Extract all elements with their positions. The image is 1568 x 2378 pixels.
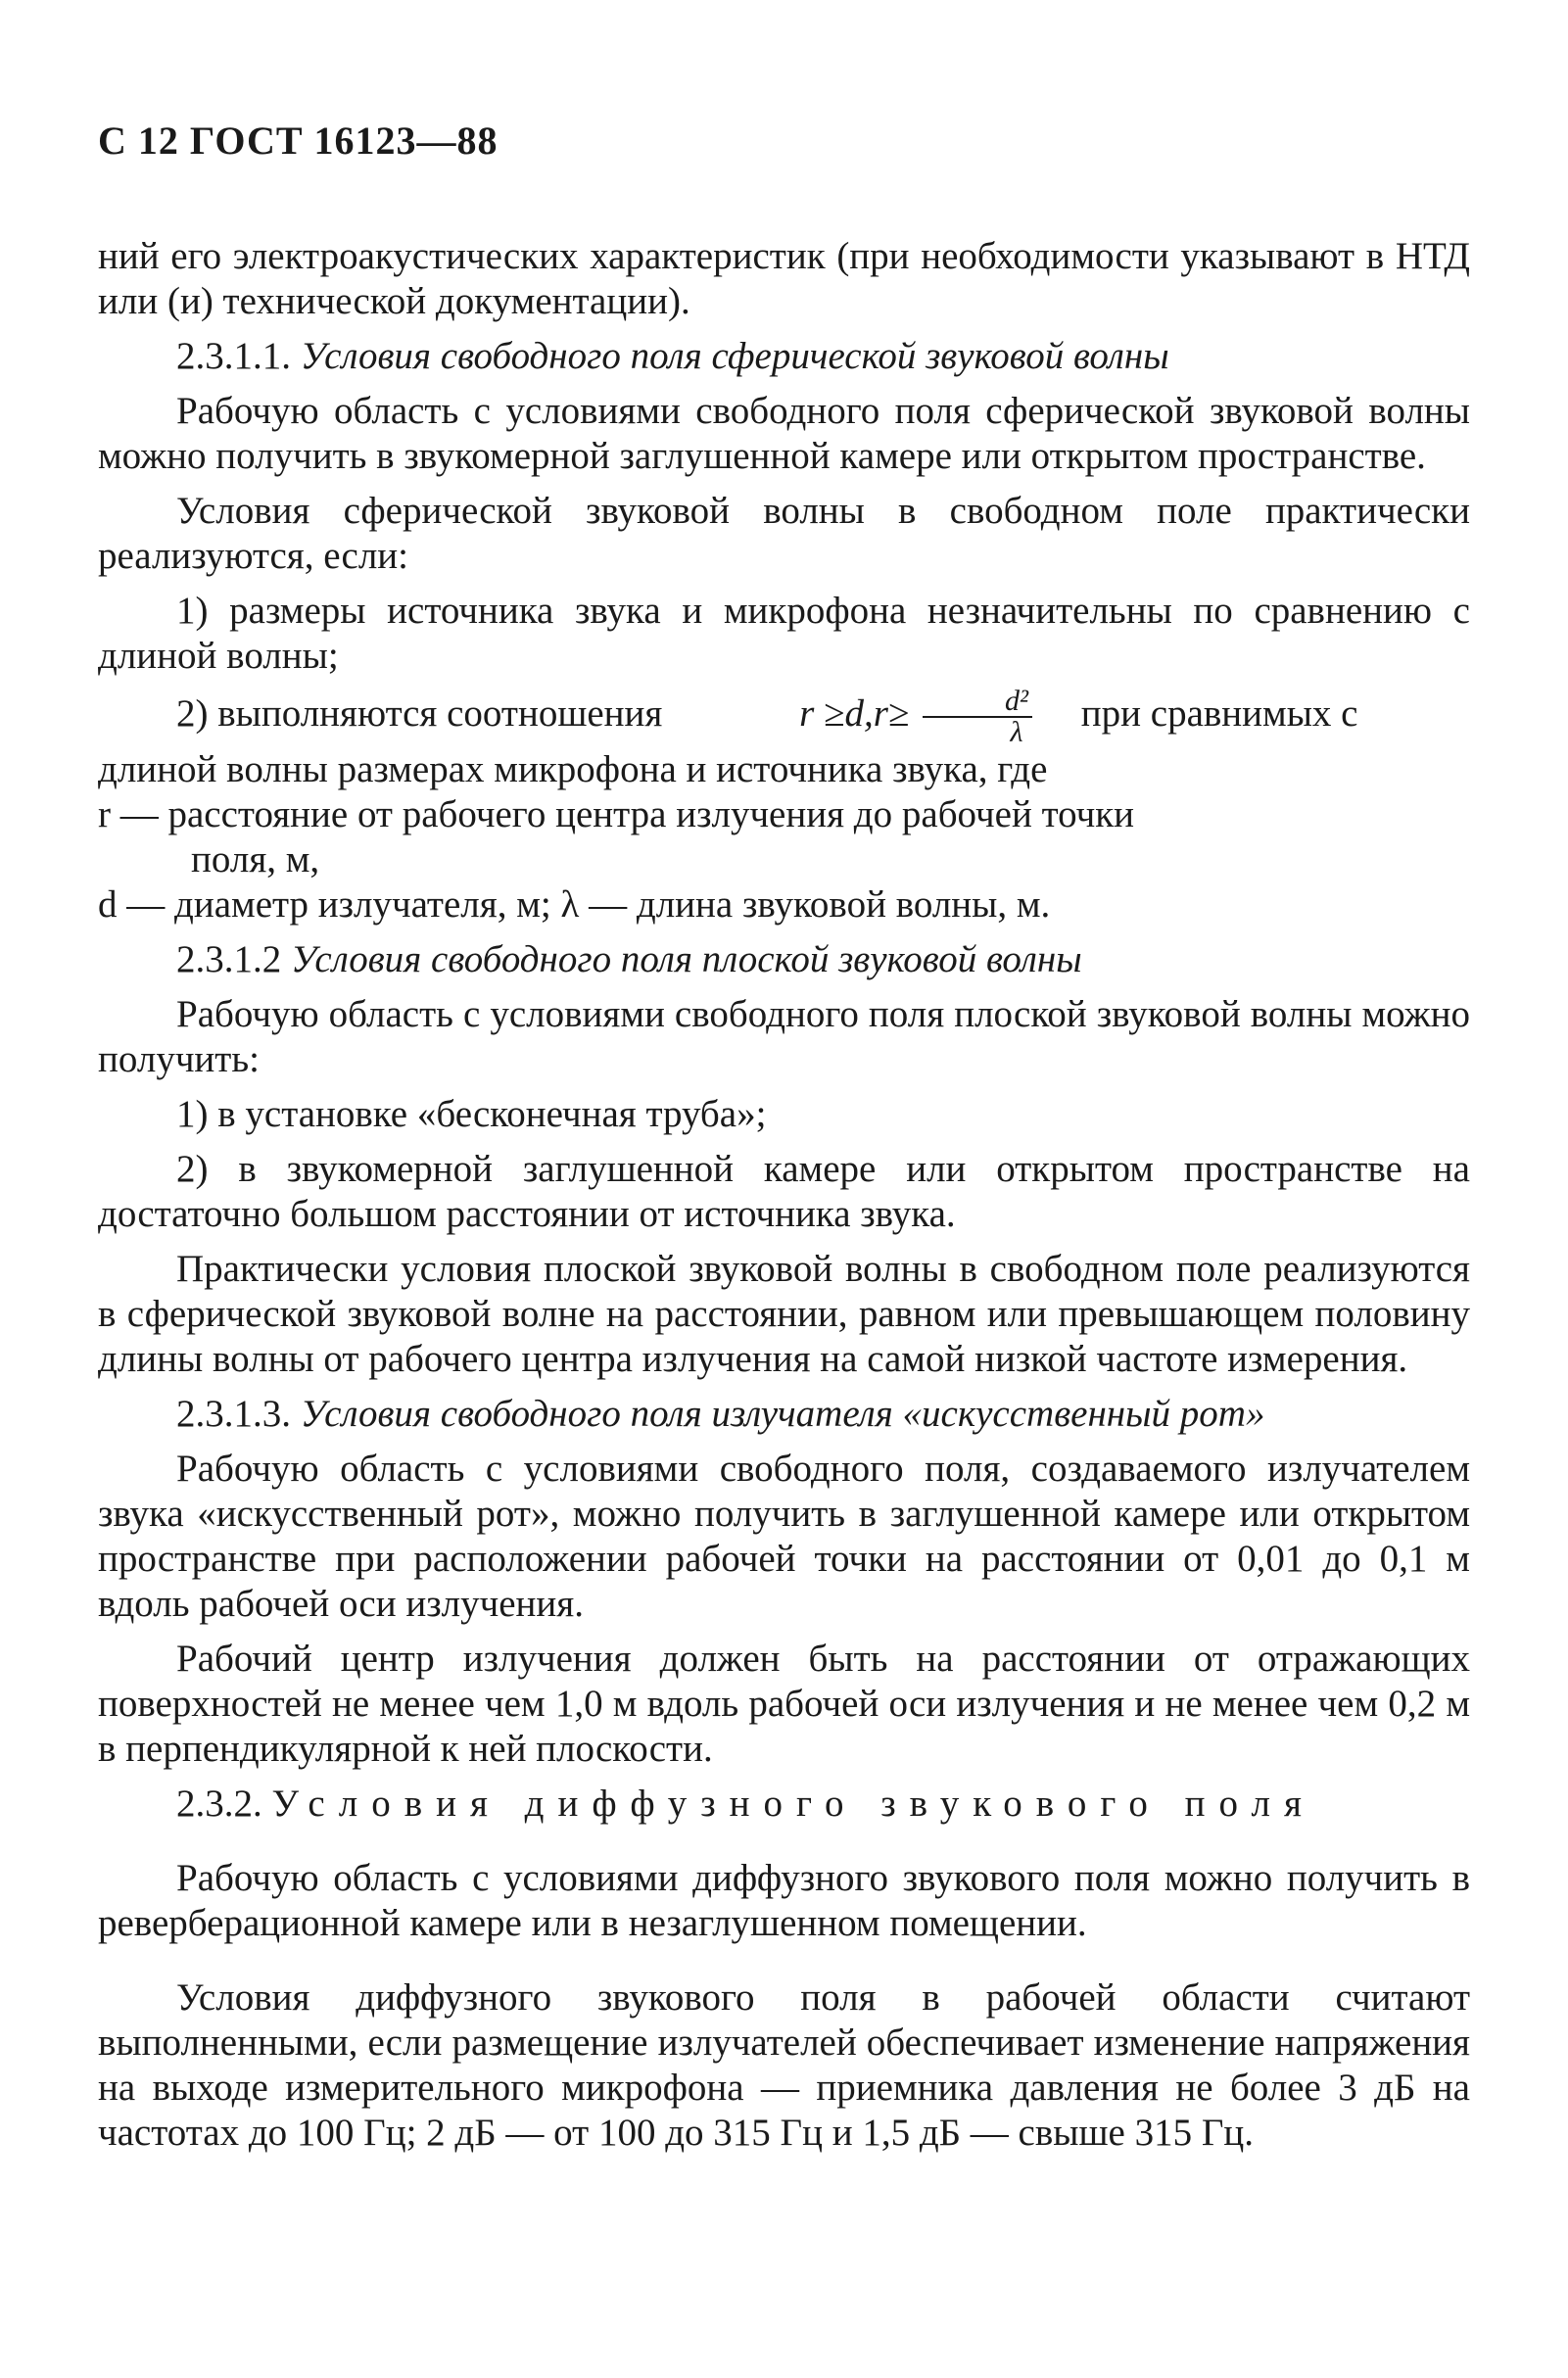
paragraph: Условия диффузного звукового поля в рабочей области считают выполненными, если размещение излучателей обеспечивает изменение напряжения на выходе измерительного микрофона — приемника давления не более 3 дБ на частотах до 100 Гц; 2 дБ — от 100 до 315 Гц и 1,5 дБ — свыше 315 Гц. (98, 1976, 1470, 2155)
definition-d: d — диаметр излучателя, м; λ — длина звуковой волны, м. (98, 883, 1051, 927)
fraction-denominator: λ (1010, 716, 1023, 749)
paragraph: Условия сферической звуковой волны в свободном поле практически реализуются, если: (98, 490, 1470, 577)
formula-paragraph (98, 687, 1470, 747)
list-item: 1) в установке «бесконечная труба»; (176, 1093, 767, 1136)
formula (721, 687, 1032, 747)
formula-after: при сравнимых с (1080, 692, 1358, 735)
paragraph: длиной волны размерах микрофона и источника звука, где (98, 748, 1048, 791)
definition-r: r — расстояние от рабочего центра излучения до рабочей точки (98, 793, 1135, 836)
section-title: Условия диффузного звукового поля (271, 1783, 1315, 1826)
section-title: Условия свободного поля сферической звуковой волны (300, 335, 1169, 377)
section-number: 2.3.1.2 (176, 938, 282, 981)
paragraph: Рабочую область с условиями свободного поля плоской звуковой волны можно получить: (98, 993, 1470, 1081)
section-heading-2-3-1-2 (98, 937, 1470, 982)
fraction-numerator: d² (923, 687, 1032, 718)
section-heading-2-3-2 (98, 1782, 1470, 1827)
paragraph: Рабочую область с условиями свободного поля, создаваемого излучателем звука «искусственный рот», можно получить в заглушенной камере или открытом пространстве при расположении рабочей точки на расстоянии от 0,01 до 0,1 м вдоль рабочей оси излучения. (98, 1448, 1470, 1626)
section-title: Условия свободного поля излучателя «искусственный рот» (300, 1393, 1265, 1436)
formula-left: r ≥d,r≥ (799, 692, 910, 735)
paragraph: ний его электроакустических характеристик (при необходимости указывают в НТД или (и) технической документации). (98, 235, 1470, 322)
section-heading-2-3-1-3 (98, 1392, 1470, 1437)
list-item: 1) размеры источника звука и микрофона незначительны по сравнению с длиной волны; (98, 590, 1470, 677)
list-item: 2) в звукомерной заглушенной камере или открытом пространстве на достаточно большом расстоянии от источника звука. (98, 1148, 1470, 1236)
page-header: С 12 ГОСТ 16123—88 (98, 119, 499, 163)
paragraph: Рабочую область с условиями диффузного звукового поля можно получить в реверберационной камере или в незаглушенном помещении. (98, 1857, 1470, 1945)
paragraph: Практически условия плоской звуковой волны в свободном поле реализуются в сферической звуковой волне на расстоянии, равном или превышающем половину длины волны от рабочего центра излучения на самой низкой частоте измерения. (98, 1248, 1470, 1381)
section-number: 2.3.1.1. (176, 335, 291, 377)
paragraph: Рабочую область с условиями свободного поля сферической звуковой волны можно получить в звукомерной заглушенной камере или открытом пространстве. (98, 390, 1470, 477)
section-number: 2.3.2. (176, 1783, 262, 1826)
formula-intro: 2) выполняются соотношения (176, 692, 663, 735)
paragraph: Рабочий центр излучения должен быть на расстоянии от отражающих поверхностей не менее чем 1,0 м вдоль рабочей оси излучения и не менее чем 0,2 м в перпендикулярной к ней плоскости. (98, 1638, 1470, 1771)
section-number: 2.3.1.3. (176, 1393, 291, 1436)
section-title: Условия свободного поля плоской звуковой волны (291, 938, 1082, 981)
formula-fraction (923, 687, 1032, 747)
definition-r-continued: поля, м, (191, 838, 320, 881)
section-heading-2-3-1-1 (98, 334, 1470, 379)
